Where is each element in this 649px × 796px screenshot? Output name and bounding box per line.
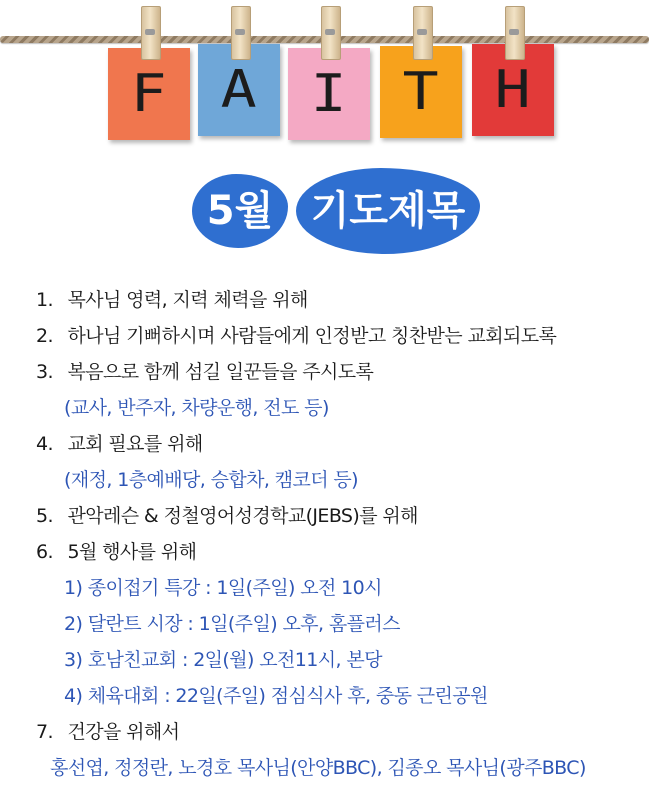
list-item: 2. 하나님 기뻐하시며 사람들에게 인정받고 칭찬받는 교회되도록 <box>36 325 557 347</box>
list-item: 5. 관악레슨 & 정철영어성경학교(JEBS)를 위해 <box>36 505 418 527</box>
clothespin-icon <box>505 6 525 60</box>
list-subitem: 3) 호남친교회 : 2일(월) 오전11시, 본당 <box>64 649 382 671</box>
list-item: 3. 복음으로 함께 섬길 일꾼들을 주시도록 <box>36 361 374 383</box>
faith-banner <box>0 0 649 150</box>
list-subitem: (교사, 반주자, 차량운행, 전도 등) <box>64 397 329 419</box>
letter-f: F <box>130 64 168 124</box>
title-prayer-badge <box>296 168 480 254</box>
letter-a: A <box>220 60 258 120</box>
title-month-badge <box>192 174 288 248</box>
prayer-list <box>36 282 636 786</box>
clothespin-icon <box>413 6 433 60</box>
page-title <box>0 168 649 254</box>
list-item: 6. 5월 행사를 위해 <box>36 541 197 563</box>
list-subitem: 4) 체육대회 : 22일(주일) 점심식사 후, 중동 근린공원 <box>64 685 488 707</box>
list-subitem: 2) 달란트 시장 : 1일(주일) 오후, 홈플러스 <box>64 613 400 635</box>
clothespin-icon <box>321 6 341 60</box>
clothespin-icon <box>231 6 251 60</box>
list-subitem: 1) 종이접기 특강 : 1일(주일) 오전 10시 <box>64 577 382 599</box>
list-item: 4. 교회 필요를 위해 <box>36 433 203 455</box>
list-subitem: 홍선엽, 정정란, 노경호 목사님(안양BBC), 김종오 목사님(광주BBC) <box>50 757 586 779</box>
list-subitem: (재정, 1층예배당, 승합차, 캠코더 등) <box>64 469 358 491</box>
list-item: 1. 목사님 영력, 지력 체력을 위해 <box>36 289 308 311</box>
title-prayer: 기도제목 <box>310 188 466 234</box>
title-month: 5월 <box>206 188 274 234</box>
letter-i: I <box>310 64 348 124</box>
letter-card-f <box>108 48 190 140</box>
clothespin-icon <box>141 6 161 60</box>
letter-h: H <box>494 60 532 120</box>
list-item: 7. 건강을 위해서 <box>36 721 180 743</box>
letter-t: T <box>402 62 440 122</box>
letter-card-i <box>288 48 370 140</box>
